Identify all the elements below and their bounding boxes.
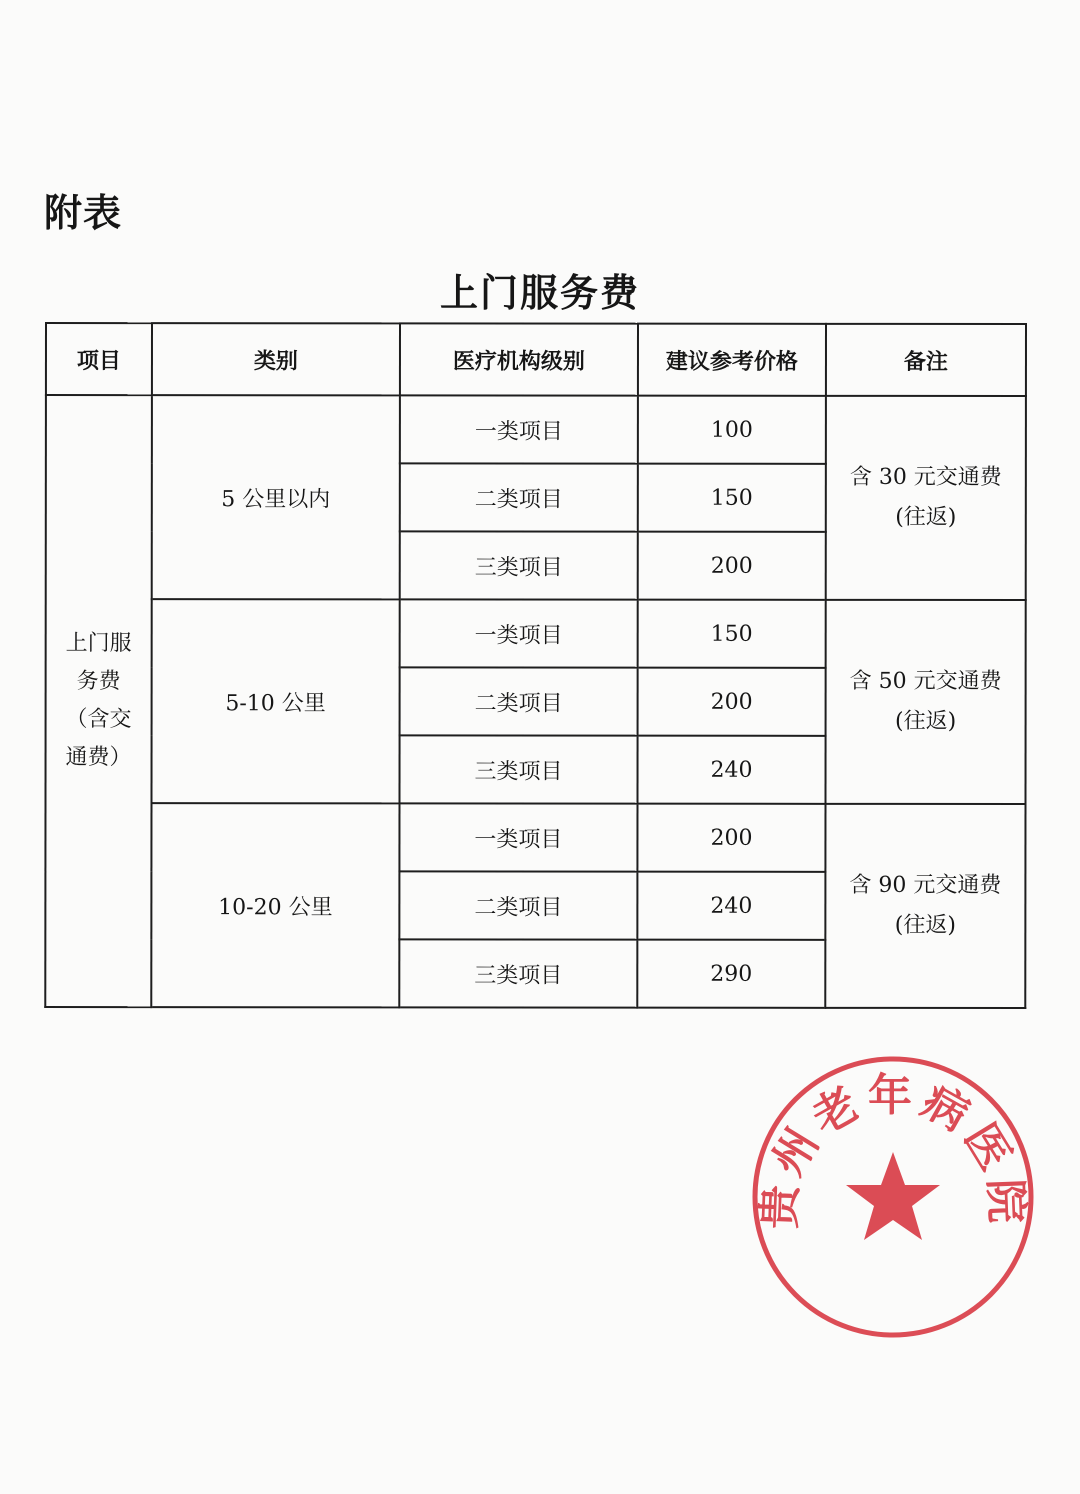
level-cell: 一类项目: [400, 395, 638, 463]
note-line: (往返): [894, 708, 957, 734]
note-cell: [825, 804, 1025, 1008]
appendix-heading: 附表: [44, 191, 123, 235]
note-line: (往返): [895, 504, 957, 530]
category-cell: 10-20 公里: [151, 803, 399, 1007]
price-cell: 200: [637, 804, 825, 872]
header-note: 备注: [826, 324, 1026, 396]
note-cell: [825, 600, 1025, 804]
level-cell: 三类项目: [399, 735, 637, 803]
header-level: 医疗机构级别: [400, 323, 638, 395]
price-cell: 240: [637, 872, 825, 940]
header-item: 项目: [46, 323, 152, 395]
price-cell: 150: [638, 600, 826, 668]
price-cell: 240: [637, 736, 825, 804]
header-price: 建议参考价格: [638, 324, 826, 396]
note-line: (往返): [894, 912, 956, 938]
seal-star-icon: [846, 1152, 940, 1240]
category-cell: 5 公里以内: [152, 395, 400, 599]
item-line: （含交: [65, 707, 132, 733]
note-line: 含 90 元交通费: [849, 872, 1002, 899]
price-cell: 290: [637, 940, 825, 1008]
level-cell: 二类项目: [400, 667, 638, 735]
table-title: 上门服务费: [439, 271, 640, 315]
note-line: 含 30 元交通费: [849, 464, 1002, 491]
item-cell: [45, 395, 152, 1007]
note-line: 含 50 元交通费: [849, 668, 1002, 695]
item-line: 务费: [76, 669, 121, 695]
table-row: [45, 803, 1025, 872]
price-cell: 150: [638, 464, 826, 532]
seal-text-path: 贵州老年病医院: [754, 1070, 1032, 1230]
table-row: [46, 395, 1026, 464]
level-cell: 一类项目: [399, 803, 637, 871]
fee-table: [44, 322, 1027, 1009]
item-line: 通费）: [65, 745, 132, 771]
note-cell: [826, 396, 1026, 600]
table-row: [46, 599, 1026, 668]
level-cell: 二类项目: [399, 871, 637, 939]
price-cell: 200: [638, 532, 826, 600]
header-category: 类别: [152, 323, 400, 395]
category-cell: 5-10 公里: [151, 599, 399, 803]
price-cell: 200: [638, 668, 826, 736]
item-line: 上门服: [65, 631, 132, 657]
header-row: [46, 323, 1026, 396]
official-seal: [748, 1052, 1038, 1342]
level-cell: 三类项目: [400, 531, 638, 599]
price-cell: 100: [638, 396, 826, 464]
level-cell: 三类项目: [399, 939, 637, 1007]
level-cell: 一类项目: [400, 599, 638, 667]
level-cell: 二类项目: [400, 463, 638, 531]
seal-drawing: [754, 1059, 1032, 1335]
